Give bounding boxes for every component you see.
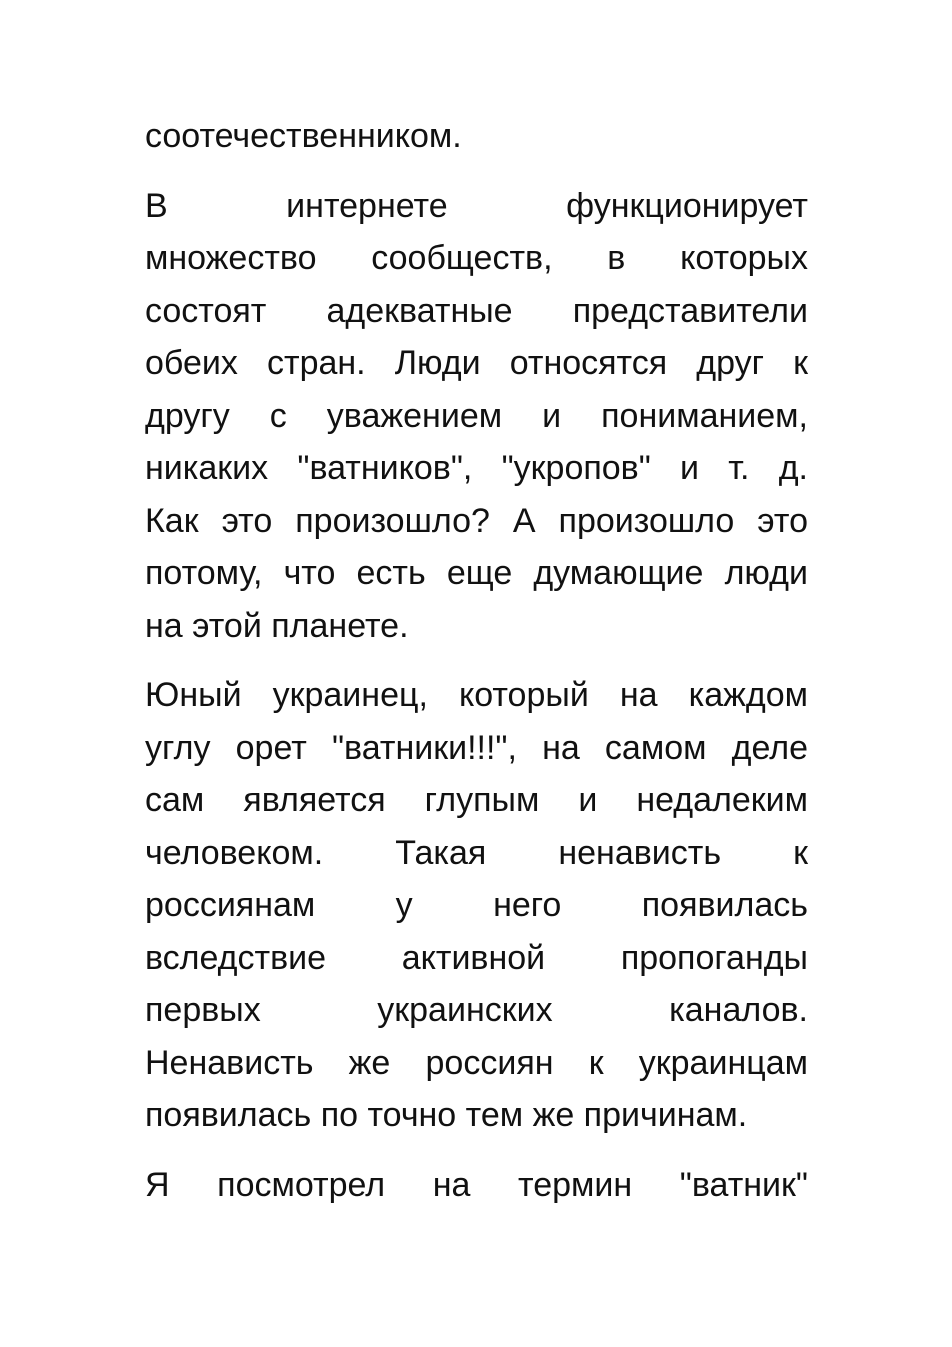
- text-line: Ненависть же россиян к украинцам: [145, 1043, 808, 1082]
- paragraph: [145, 1159, 808, 1212]
- text-line: соотечественником.: [145, 117, 462, 155]
- text-line: Юный украинец, который на каждом: [145, 676, 808, 714]
- text-line: появилась по точно тем же причинам.: [145, 1096, 748, 1134]
- text-line: обеих стран. Люди относятся друг к: [145, 344, 808, 382]
- text-line: на этой планете.: [145, 606, 409, 645]
- text-line: углу орет "ватники!!!", на самом деле: [145, 728, 808, 767]
- text-line: Я посмотрел на термин "ватник": [145, 1165, 808, 1204]
- paragraph: [145, 110, 808, 163]
- text-line: никаких "ватников", "укропов" и т. д.: [145, 449, 808, 487]
- text-line: потому, что есть еще думающие люди: [145, 554, 808, 592]
- text-line: сам является глупым и недалеким: [145, 781, 808, 819]
- paragraph: [145, 180, 808, 653]
- text-line: состоят адекватные представители: [145, 291, 808, 330]
- text-line: множество сообществ, в которых: [145, 239, 808, 277]
- text-line: россиянам у него появилась: [145, 886, 808, 924]
- text-line: вследствие активной пропоганды: [145, 938, 808, 977]
- paragraph: [145, 669, 808, 1142]
- text-line: Как это произошло? А произошло это: [145, 501, 808, 540]
- text-line: первых украинских каналов.: [145, 991, 808, 1029]
- document-body: [145, 110, 808, 1228]
- text-line: человеком. Такая ненависть к: [145, 833, 808, 872]
- text-line: другу с уважением и пониманием,: [145, 396, 808, 435]
- text-line: В интернете функционирует: [145, 186, 808, 225]
